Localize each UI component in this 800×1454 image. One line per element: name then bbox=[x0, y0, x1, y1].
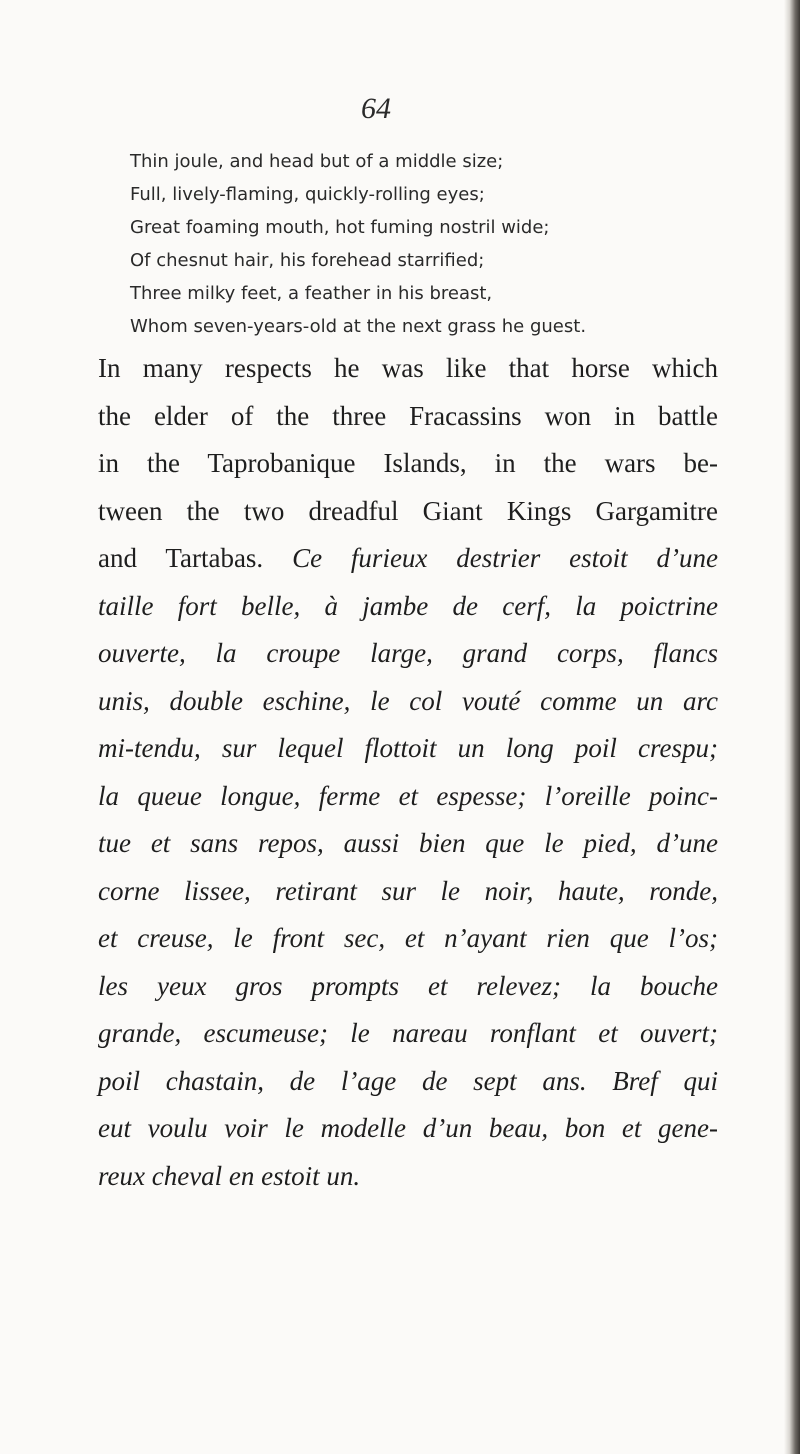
french-quote-line: grande, escumeuse; le nareau ronflant et ouvert; bbox=[98, 1018, 718, 1048]
prose-line: tween the two dreadful Giant Kings Gargamitre bbox=[98, 495, 718, 526]
verse-stanza bbox=[130, 145, 730, 343]
french-quote-line: et creuse, le front sec, et n’ayant rien que l’os; bbox=[98, 923, 718, 953]
verse-line: Three milky feet, a feather in his breast, bbox=[130, 283, 493, 304]
verse-line: Of chesnut hair, his forehead starrified; bbox=[130, 250, 485, 271]
prose-roman-segment: and Tartabas. bbox=[98, 543, 264, 573]
french-quote-line: mi-tendu, sur lequel flottoit un long poil crespu; bbox=[98, 733, 718, 763]
french-quote-start: Ce furieux destrier estoit d’une bbox=[292, 543, 718, 573]
prose-line: the elder of the three Fracassins won in battle bbox=[98, 400, 718, 431]
prose-line: In many respects he was like that horse which bbox=[98, 353, 718, 383]
french-quote-line: tue et sans repos, aussi bien que le pied, d’une bbox=[98, 828, 718, 858]
french-quote-line: eut voulu voir le modelle d’un beau, bon et gene- bbox=[98, 1113, 718, 1143]
prose-line: in the Taprobanique Islands, in the wars be- bbox=[98, 448, 718, 478]
french-quote-line: taille fort belle, à jambe de cerf, la poictrine bbox=[98, 590, 718, 621]
verse-line: Whom seven-years-old at the next grass he guest. bbox=[130, 316, 587, 337]
page-edge-shadow bbox=[784, 0, 800, 1454]
french-quote-line: corne lissee, retirant sur le noir, haute, ronde, bbox=[98, 875, 718, 906]
french-quote-line: unis, double eschine, le col vouté comme un arc bbox=[98, 685, 718, 716]
prose-paragraph bbox=[98, 345, 718, 1200]
page-number: 64 bbox=[361, 92, 391, 125]
french-quote-line: les yeux gros prompts et relevez; la bouche bbox=[98, 970, 718, 1001]
french-quote-line: poil chastain, de l’age de sept ans. Bref qui bbox=[98, 1065, 718, 1096]
french-quote-line: la queue longue, ferme et espesse; l’oreille poinc- bbox=[98, 780, 718, 811]
prose-line-mixed bbox=[98, 535, 718, 583]
french-quote-line: ouverte, la croupe large, grand corps, flancs bbox=[98, 638, 718, 668]
verse-line: Full, lively-flaming, quickly-rolling eyes; bbox=[130, 184, 485, 205]
french-quote-line: reux cheval en estoit un. bbox=[98, 1160, 361, 1191]
verse-line: Great foaming mouth, hot fuming nostril wide; bbox=[130, 217, 550, 238]
verse-line: Thin joule, and head but of a middle size; bbox=[130, 151, 504, 172]
